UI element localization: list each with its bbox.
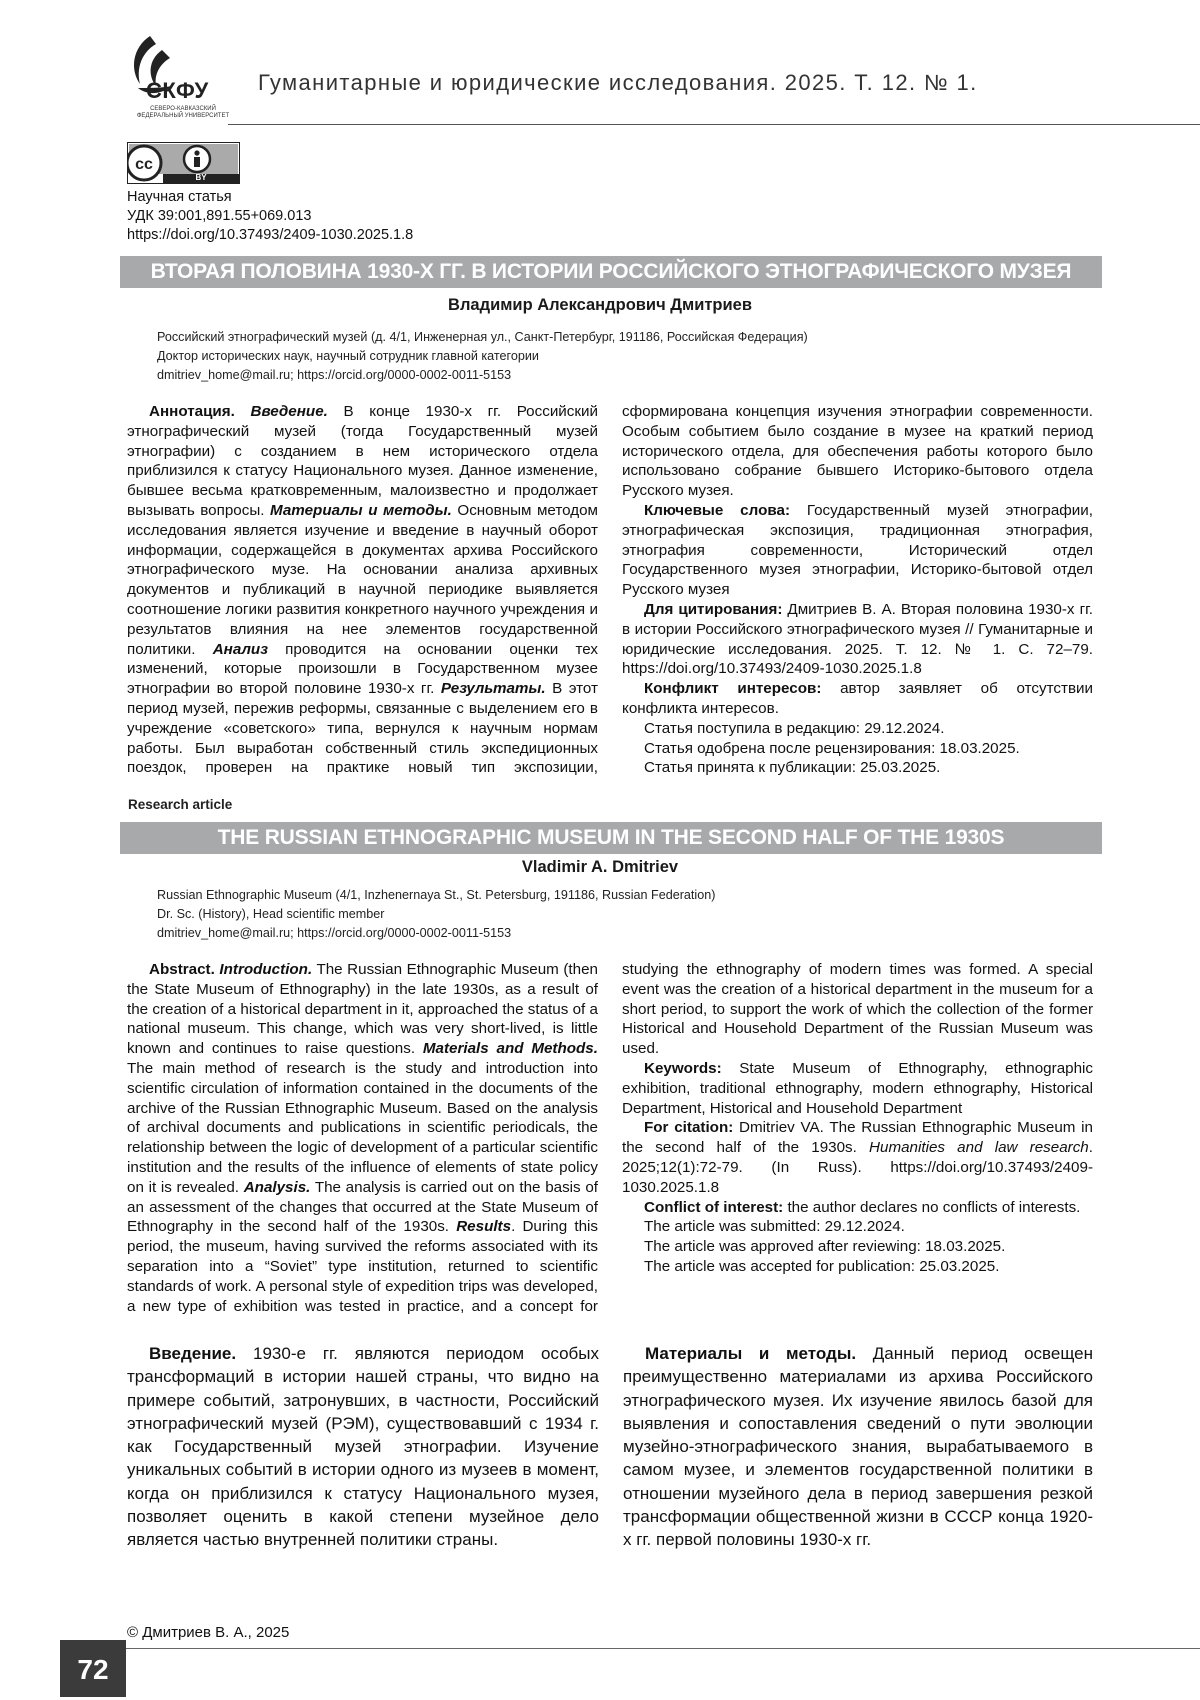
ru-abstract [127, 402, 1093, 782]
udk: УДК 39:001,891.55+069.013 [127, 208, 312, 224]
en-keywords: Keywords: State Museum of Ethnography, ethnographic exhibition, traditional ethnography, modern ethnography, Historical Department, Historical and Household Department [622, 1059, 1093, 1117]
header-divider [228, 124, 1200, 125]
logo-subtext: СЕВЕРО-КАВКАЗСКИЙ ФЕДЕРАЛЬНЫЙ УНИВЕРСИТЕТ [136, 106, 230, 119]
license-badge-label: BY [195, 173, 207, 182]
en-abstract [127, 960, 1093, 1330]
methods-paragraph: Материалы и методы. Данный период освещен преимущественно материалами из архива Российского этнографического музея. Их изучение явилось базой для выявления и сопоставления сведений о пути эволюции музейно-этнографического знания, вырабатываемого в самом музее, и элементов государственной политики в отношении музейного дела в период завершения резкой трансформации общественной жизни в СССР конца 1920-х гг. первой половины 1930-х гг. [623, 1344, 1093, 1550]
ru-author: Владимир Александрович Дмитриев [448, 296, 752, 314]
page-number: 72 [60, 1640, 126, 1697]
ru-affiliation [157, 328, 808, 385]
logo-text: СКФУ [146, 78, 209, 103]
en-received: The article was submitted: 29.12.2024. [644, 1218, 905, 1236]
en-affiliation [157, 886, 715, 943]
ru-article-title: ВТОРАЯ ПОЛОВИНА 1930-Х ГГ. В ИСТОРИИ РОССИЙСКОГО ЭТНОГРАФИЧЕСКОГО МУЗЕЯ [150, 260, 1072, 283]
en-citation: For citation: Dmitriev VA. The Russian Ethnographic Museum in the second half of the 1930s. Humanities and law research. 2025;12(1):72-79. (In Russ). https://doi.org/10.37493/2409-1030.2025.1.8 [622, 1119, 1093, 1196]
ru-citation: Для цитирования: Дмитриев В. А. Вторая половина 1930-х гг. в истории Российского этнографического музея // Гуманитарные и юридические исследования. 2025. Т. 12. № 1. С. 72–79. https://doi.org/10.37493/2409-1030.2025.1.8 [622, 600, 1093, 678]
ru-aff-line-1: Российский этнографический музей (д. 4/1, Инженерная ул., Санкт-Петербург, 191186, Российская Федерация) [157, 330, 808, 344]
article-type: Научная статья [127, 189, 232, 205]
ru-title-bar [120, 256, 1102, 288]
body-introduction [127, 1342, 599, 1552]
en-author: Vladimir A. Dmitriev [521, 858, 679, 876]
copyright: © Дмитриев В. А., 2025 [127, 1624, 290, 1641]
cc-by-license-badge[interactable] [127, 142, 240, 184]
en-conflict: Conflict of interest: the author declares no conflicts of interests. [644, 1198, 1081, 1216]
en-title-bar [120, 822, 1102, 854]
en-aff-line-2: Dr. Sc. (History), Head scientific member [157, 907, 385, 921]
ru-keywords: Ключевые слова: Государственный музей этнографии, этнографическая экспозиция, традиционная этнография, этнография современности, Исторический отдел Государственного музея этнографии, Историко-бытовой отдел Русского музея [622, 501, 1093, 599]
ru-abstract-paragraph: Аннотация. Введение. В конце 1930-х гг. Российский этнографический музей (тогда Государственный музей этнографии) с созданием в нем исторического отдела приблизился к статусу Национального музея. Данное изменение, бывшее весьма кратковременным, малоизвестно и продолжает вызывать вопросы. Материалы и методы. Основным методом исследования является изучение и введение в научный оборот информации, содержащейся в документах архива Российского этнографического музе. На основании анализа архивных документов и публикаций в научной периодике выявляется соотношение логики развития конкретного научного учреждения и результатов влияния на нее элементов государственной политики. Анализ проводится на основании оценки тех изменений, которые произошли в Государственном музее этнографии во второй половине 1930-х гг. Результаты. В этот период музей, пережив реформы, связанные с выделением его в учреждение «советского» типа, вернулся к научным нормам работы. Был выработан собственный стиль экспедиционных поездок, проверен на практике новый тип экспозиции, сформирована концепция изучения этнографии современности. Особым событием было создание в музее на краткий период исторического отдела, для обеспечения работы которого было использовано собрание бывшего Историко-бытового отдела Русского музея. [127, 403, 1093, 777]
ru-accepted: Статья принята к публикации: 25.03.2025. [644, 759, 941, 777]
en-aff-line-1: Russian Ethnographic Museum (4/1, Inzhenernaya St., St. Petersburg, 191186, Russian Federation) [157, 888, 716, 902]
ru-approved: Статья одобрена после рецензирования: 18.03.2025. [644, 739, 1020, 757]
footer-divider [125, 1648, 1200, 1649]
intro-paragraph: Введение. 1930-е гг. являются периодом особых трансформаций в истории нашей страны, что видно на примере событий, затронувших, в частности, Российский этнографический музей (РЭМ), существовавший с 1934 г. как Государственный музей этнографии. Изучение уникальных событий в истории одного из музеев в момент, когда он приблизился к статусу Национального музея, позволяет оценить в какой степени музейное дело является частью внутренней политики страны. [127, 1344, 599, 1550]
article-meta [127, 188, 413, 245]
ru-aff-line-2: Доктор исторических наук, научный сотрудник главной категории [157, 349, 539, 363]
en-approved: The article was approved after reviewing: 18.03.2025. [644, 1238, 1006, 1256]
en-aff-line-3[interactable]: dmitriev_home@mail.ru; https://orcid.org/0000-0002-0011-5153 [157, 926, 512, 940]
ru-aff-line-3[interactable]: dmitriev_home@mail.ru; https://orcid.org/0000-0002-0011-5153 [157, 368, 512, 382]
body-methods [623, 1342, 1093, 1552]
en-accepted: The article was accepted for publication: 25.03.2025. [644, 1257, 1000, 1275]
ru-received: Статья поступила в редакцию: 29.12.2024. [644, 719, 945, 737]
ru-conflict: Конфликт интересов: автор заявляет об отсутствии конфликта интересов. [622, 680, 1093, 717]
en-abstract-paragraph: Abstract. Introduction. The Russian Ethnographic Museum (then the State Museum of Ethnography) in the late 1930s, as a result of the creation of a historical department in it, approached the status of a national museum. This change, which was very short-lived, is little known and continues to raise questions. Materials and Methods. The main method of research is the study and introduction into scientific circulation of information contained in the documents of the archive of the Russian Ethnographic Museum. Based on the analysis of archival documents and publications in scientific periodicals, the relationship between the logic of development of a particular scientific institution and the results of the influence of elements of state policy on it is revealed. Analysis. The analysis is carried out on the basis of an assessment of the changes that occurred at the State Museum of Ethnography in the second half of the 1930s. Results. During this period, the museum, having survived the reforms associated with its separation into a “Soviet” type institution, returned to scientific standards of work. A personal style of expedition trips was developed, a new type of exhibition was tested in practice, and a concept for studying the ethnography of modern times was formed. A special event was the creation of a historical department in the museum for a short period, to support the work of which the collection of the former Historical and Household Department of the Russian Museum was used. [127, 961, 1093, 1315]
university-logo [118, 30, 236, 122]
doi-link[interactable]: https://doi.org/10.37493/2409-1030.2025.1.8 [127, 227, 414, 243]
svg-text:cc: cc [135, 156, 153, 173]
en-article-type: Research article [128, 797, 233, 812]
en-article-title: THE RUSSIAN ETHNOGRAPHIC MUSEUM IN THE SECOND HALF OF THE 1930S [217, 826, 1005, 849]
journal-title: Гуманитарные и юридические исследования. 2025. Т. 12. № 1. [258, 70, 978, 95]
